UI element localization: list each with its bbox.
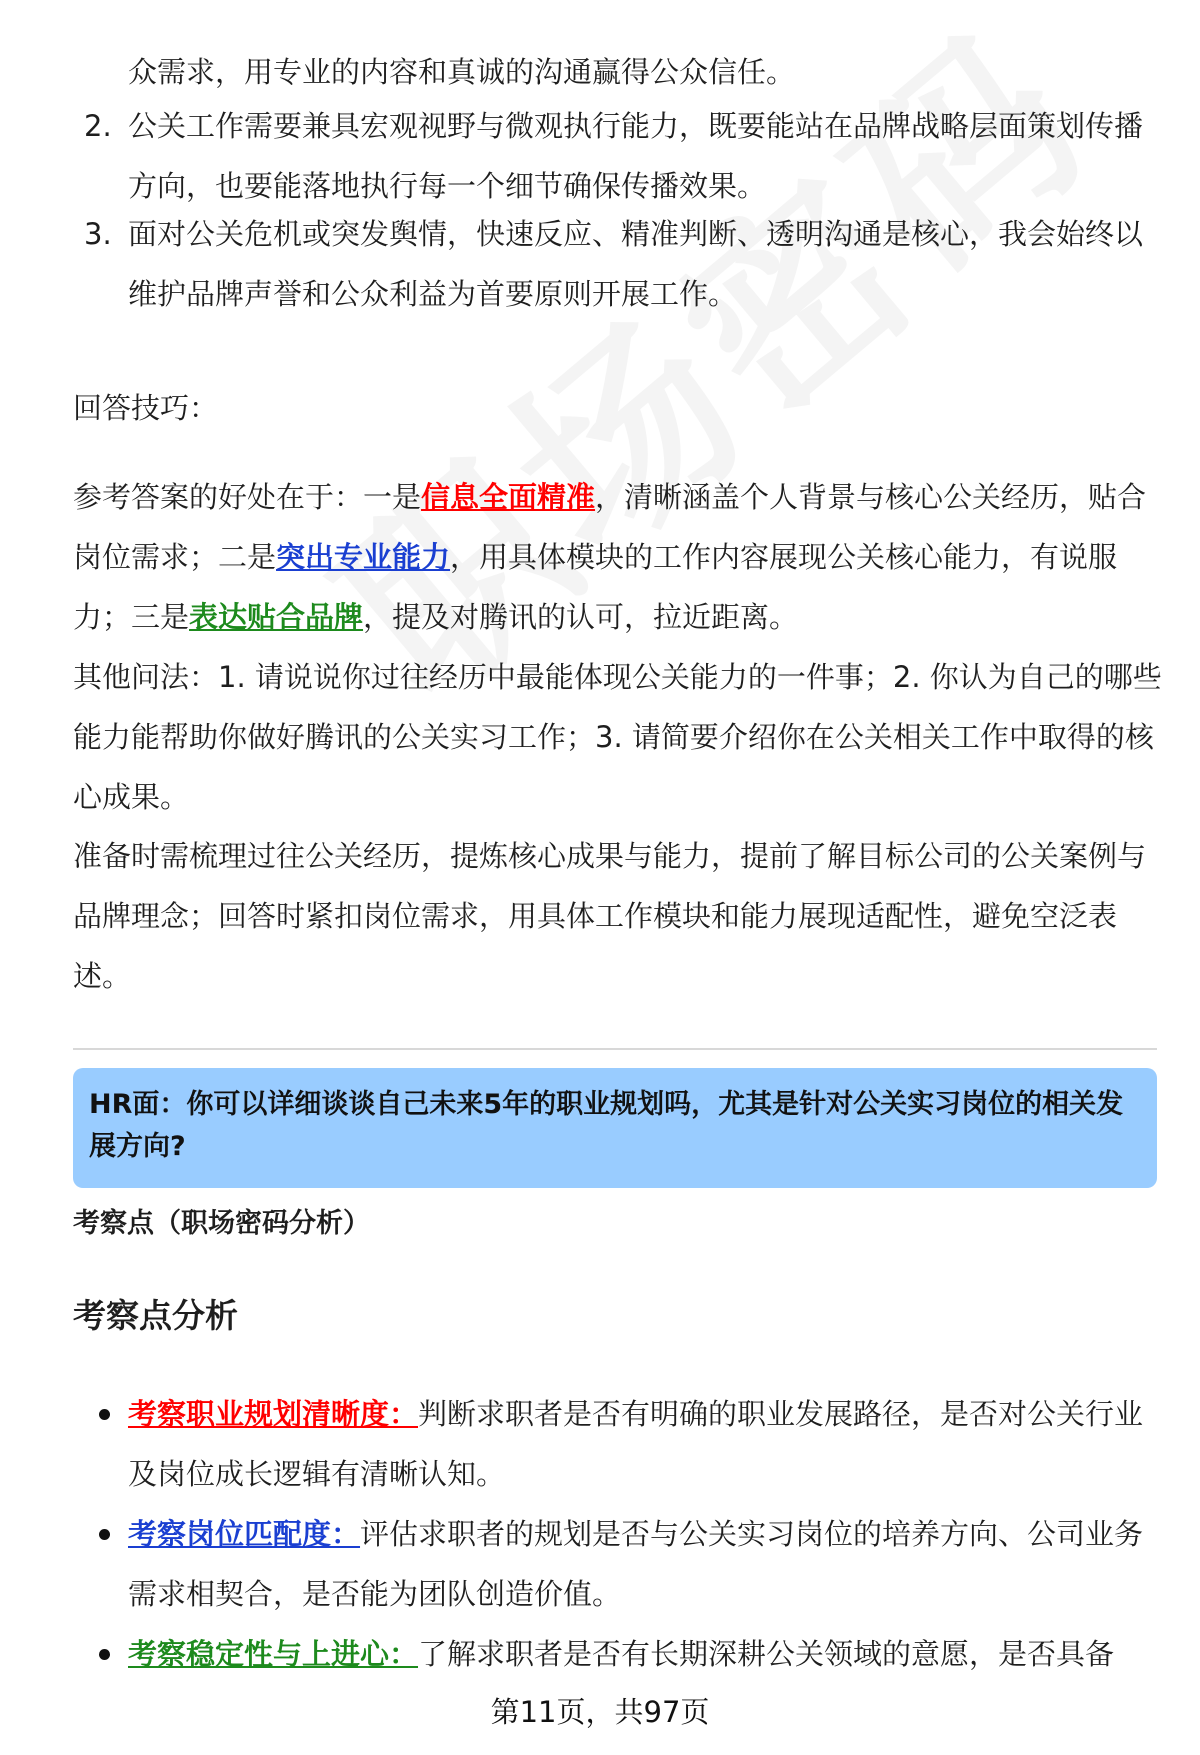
tips-paragraph	[73, 467, 1163, 647]
bullet-text	[128, 1624, 1158, 1684]
question-box	[73, 1068, 1157, 1188]
bullet-label: 考察稳定性与上进心：	[128, 1637, 419, 1671]
tips-label: 回答技巧：	[73, 391, 219, 425]
analysis-subhead: 考察点（职场密码分析）	[73, 1208, 370, 1239]
bullet-dot	[99, 1649, 110, 1660]
bullet-label: 考察职业规划清晰度：	[128, 1397, 419, 1431]
tips-text: ，用具体模块的工作内容展现公关核心能力，有说服力；三是	[73, 540, 1118, 634]
section-title: 考察点分析	[73, 1296, 238, 1335]
list-item-continuation: 众需求，用专业的内容和真诚的沟通赢得公众信任。	[128, 55, 796, 89]
bullet-label: 考察岗位匹配度：	[128, 1517, 361, 1551]
tips-text: ，清晰涵盖个人背景与核心公关经历，贴合岗位需求；二是	[73, 480, 1147, 574]
list-number: 3.	[84, 217, 112, 251]
highlight-brand-fit: 表达贴合品牌	[189, 600, 364, 634]
bullet-body: 了解求职者是否有长期深耕公关领域的意愿，是否具备	[418, 1637, 1115, 1671]
list-text: 面对公关危机或突发舆情，快速反应、精准判断、透明沟通是核心，我会始终以维护品牌声誉和公众利益为首要原则开展工作。	[128, 217, 1144, 311]
prep-paragraph: 准备时需梳理过往公关经历，提炼核心成果与能力，提前了解目标公司的公关案例与品牌理念；回答时紧扣岗位需求，用具体工作模块和能力展现适配性，避免空泛表述。	[73, 839, 1147, 993]
highlight-info-accurate: 信息全面精准	[421, 480, 596, 514]
tips-text: 参考答案的好处在于：一是	[73, 480, 422, 514]
bullet-text	[128, 1384, 1158, 1504]
tips-text: ，提及对腾讯的认可，拉近距离。	[363, 600, 799, 634]
bullet-text	[128, 1504, 1158, 1624]
bullet-dot	[99, 1409, 110, 1420]
bullet-body: 判断求职者是否有明确的职业发展路径，是否对公关行业及岗位成长逻辑有清晰认知。	[128, 1397, 1144, 1491]
list-text: 公关工作需要兼具宏观视野与微观执行能力，既要能站在品牌战略层面策划传播方向，也要能落地执行每一个细节确保传播效果。	[128, 109, 1144, 203]
page-footer: 第11页，共97页	[490, 1695, 710, 1729]
divider	[73, 1048, 1157, 1050]
highlight-professional: 突出专业能力	[276, 540, 451, 574]
question-text: HR面：你可以详细谈谈自己未来5年的职业规划吗，尤其是针对公关实习岗位的相关发展方向?	[89, 1089, 1124, 1162]
bullet-body: 评估求职者的规划是否与公关实习岗位的培养方向、公司业务需求相契合，是否能为团队创造价值。	[128, 1517, 1144, 1611]
bullet-dot	[99, 1529, 110, 1540]
list-number: 2.	[84, 109, 112, 143]
other-questions: 其他问法：1. 请说说你过往经历中最能体现公关能力的一件事；2. 你认为自己的哪些能力能帮助你做好腾讯的公关实习工作；3. 请简要介绍你在公关相关工作中取得的核心成果。	[73, 660, 1162, 814]
